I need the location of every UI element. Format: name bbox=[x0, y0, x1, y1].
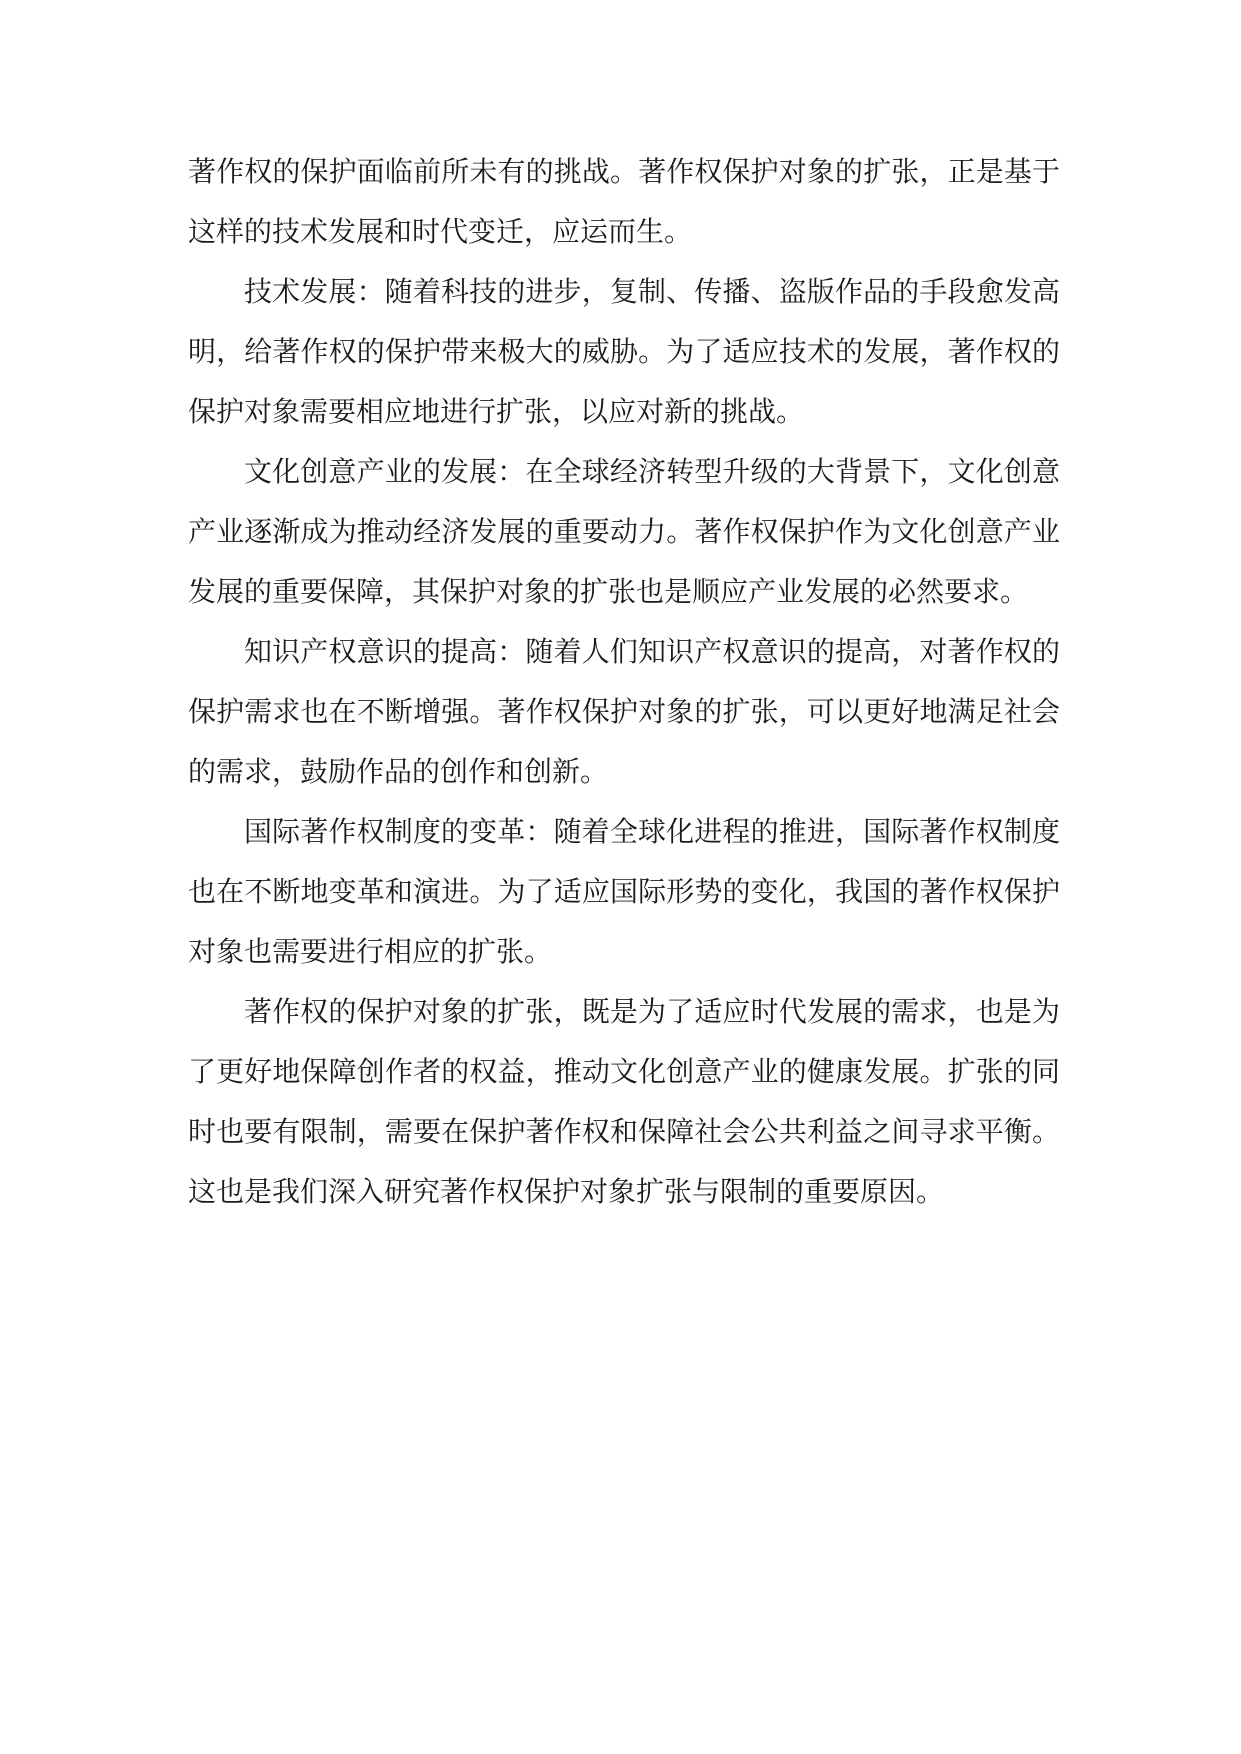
paragraph-continuation: 著作权的保护面临前所未有的挑战。著作权保护对象的扩张，正是基于这样的技术发展和时代变迁，应运而生。 bbox=[188, 155, 1060, 248]
paragraph-conclusion: 著作权的保护对象的扩张，既是为了适应时代发展的需求，也是为了更好地保障创作者的权益，推动文化创意产业的健康发展。扩张的同时也要有限制，需要在保护著作权和保障社会公共利益之间寻求平衡。这也是我们深入研究著作权保护对象扩张与限制的重要原因。 bbox=[188, 995, 1060, 1208]
paragraph-international-reform: 国际著作权制度的变革：随着全球化进程的推进，国际著作权制度也在不断地变革和演进。为了适应国际形势的变化，我国的著作权保护对象也需要进行相应的扩张。 bbox=[188, 815, 1060, 968]
paragraph-technology-development: 技术发展：随着科技的进步，复制、传播、盗版作品的手段愈发高明，给著作权的保护带来极大的威胁。为了适应技术的发展，著作权的保护对象需要相应地进行扩张，以应对新的挑战。 bbox=[188, 275, 1060, 428]
paragraph-ip-awareness: 知识产权意识的提高：随着人们知识产权意识的提高，对著作权的保护需求也在不断增强。著作权保护对象的扩张，可以更好地满足社会的需求，鼓励作品的创作和创新。 bbox=[188, 635, 1060, 788]
paragraph-cultural-industry: 文化创意产业的发展：在全球经济转型升级的大背景下，文化创意产业逐渐成为推动经济发展的重要动力。著作权保护作为文化创意产业发展的重要保障，其保护对象的扩张也是顺应产业发展的必然要求。 bbox=[188, 455, 1060, 608]
body-text bbox=[188, 142, 1060, 1222]
